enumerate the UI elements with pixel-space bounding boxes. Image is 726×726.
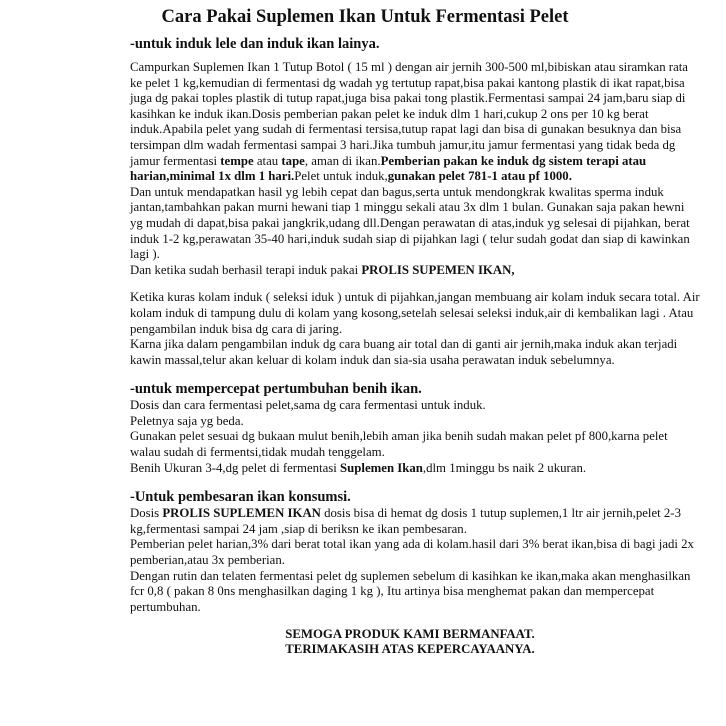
text-span: Pelet untuk induk, <box>294 169 388 184</box>
bold-text-product: PROLIS SUPEMEN IKAN, <box>361 262 515 277</box>
paragraph-pond-draining: Ketika kuras kolam induk ( seleksi iduk ) untuk di pijahkan,jangan membuang air kolam induk secara total. Air kolam induk di tampung dulu di kolam yang kosong,setelah selesai seleksi induk,air di kembalikan lagi . Atau pengambilan induk bisa dg cara di jaring. <box>130 290 700 336</box>
paragraph-consumption-dose <box>130 506 700 537</box>
paragraph-fcr: Dengan rutin dan telaten fermentasi pelet dg suplemen sebelum di kasihkan ke ikan,maka akan menghasilkan fcr 0,8 ( pakan 8 0ns menghasilkan daging 1 kg ), Itu artinya bisa menghemat pakan dan mempercepat pertumbuhan. <box>130 568 691 614</box>
section-heading-induk: -untuk induk lele dan induk ikan lainya. <box>130 36 380 52</box>
closing-line-2: TERIMAKASIH ATAS KEPERCAYAANYA. <box>285 642 535 657</box>
section-heading-benih: -untuk mempercepat pertumbuhan benih ikan. <box>130 381 422 398</box>
paragraph-after-therapy <box>130 263 700 279</box>
paragraph-fermentation-steps <box>130 60 700 185</box>
bold-text-tape: tape <box>281 153 305 168</box>
text-span: Dan ketika sudah berhasil terapi induk pakai <box>130 262 359 277</box>
bold-text-tempe: tempe <box>220 153 254 168</box>
text-span: atau <box>256 153 279 168</box>
closing-line-1: SEMOGA PRODUK KAMI BERMANFAAT. <box>285 627 535 642</box>
text-span: dosis bisa di hemat dg dosis 1 tutup suplemen,1 ltr air jernih,pelet 2-3 kg,fermentasi sampai 24 jam ,siap di beriksn ke ikan pembesaran. <box>130 506 681 536</box>
bold-text-suplemen: Suplemen Ikan <box>340 460 423 475</box>
text-span: Benih Ukuran 3-4,dg pelet di fermentasi <box>130 460 337 475</box>
paragraph-mass-spawning: Karna jika dalam pengambilan induk dg cara buang air total dan di ganti air jernih,maka induk akan terjadi kawin massal,telur akan keluar di kolam induk dan sia-sia usaha perawatan induk sebelumnya. <box>130 337 678 367</box>
bold-text-prolis: PROLIS SUPLEMEN IKAN <box>162 506 321 521</box>
paragraph-seed-growth <box>130 461 700 477</box>
text-span: , aman di ikan. <box>304 153 381 168</box>
bold-text-feeding: Pemberian pakan ke induk dg sistem terapi atau harian,minimal 1x dlm 1 hari. <box>130 153 647 184</box>
bold-text-pellet: gunakan pelet 781-1 atau pf 1000. <box>387 169 572 184</box>
paragraph-daily-feeding: Pemberian pelet harian,3% dari berat total ikan yang ada di kolam.hasil dari 3% berat ikan,bisa di bagi jadi 2x pemberian,atau 3x pemberian. <box>130 537 694 568</box>
section-heading-konsumsi: -Untuk pembesaran ikan konsumsi. <box>130 489 351 506</box>
text-span: Campurkan Suplemen Ikan 1 Tutup Botol ( 15 ml ) dengan air jernih 300-500 ml,bibiskan atau siramkan rata ke pelet 1 kg,kemudian di fermentasi dg wadah yg tertutup rapat,bisa pakai kantong plastik di ikat rapat,bisa juga dg pakai toples plastik di tutup rapat,juga bisa pakai tong plastik.Fermentasi sampai 24 jam,baru siap di kasihkan ke induk ikan.Dosis pemberian pakan pelet ke induk dlm 1 hari,cukup 2 ons per 10 kg berat induk.Apabila pelet yang sudah di fermentasi tersisa,tutup rapat lagi dan bisa di gunakan besuknya dan bisa tersimpan dlm wadah fermentasi sampai 3 hari.Jika tumbuh jamur,itu jamur fermentasi yang tidak beda dg jamur fermentasi <box>130 60 688 168</box>
text-span: Dosis <box>130 506 160 521</box>
paragraph-seed-dose: Dosis dan cara fermentasi pelet,sama dg cara fermentasi untuk induk. <box>130 398 486 413</box>
text-span: ,dlm 1minggu bs naik 2 ukuran. <box>422 460 587 475</box>
paragraph-seed-pellet: Peletnya saja yg beda. <box>130 413 244 428</box>
paragraph-seed-size: Gunakan pelet sesuai dg bukaan mulut benih,lebih aman jika benih sudah makan pelet pf 800,karna pelet walau sudah di fermentsi,tidak mudah tenggelam. <box>130 429 668 460</box>
paragraph-faster-results: Dan untuk mendapatkan hasil yg lebih cepat dan bagus,serta untuk mendongkrak kwalitas sperma induk jantan,tambahkan pakan murni hewani tiap 1 minggu sekali atau 3x dlm 1 bulan. Gunakan saja pakan hewni yg mudah di dapat,bisa pakai jangkrik,udang dll.Dengan perawatan di atas,induk yg selesai di pijahkan, berat induk 1-2 kg,perawatan 35-40 hari,induk sudah siap di pijahkan lagi ( telur sudah godat dan siap di kawinkan lagi ). <box>130 184 690 262</box>
document-title: Cara Pakai Suplemen Ikan Untuk Fermentasi Pelet <box>161 7 569 27</box>
